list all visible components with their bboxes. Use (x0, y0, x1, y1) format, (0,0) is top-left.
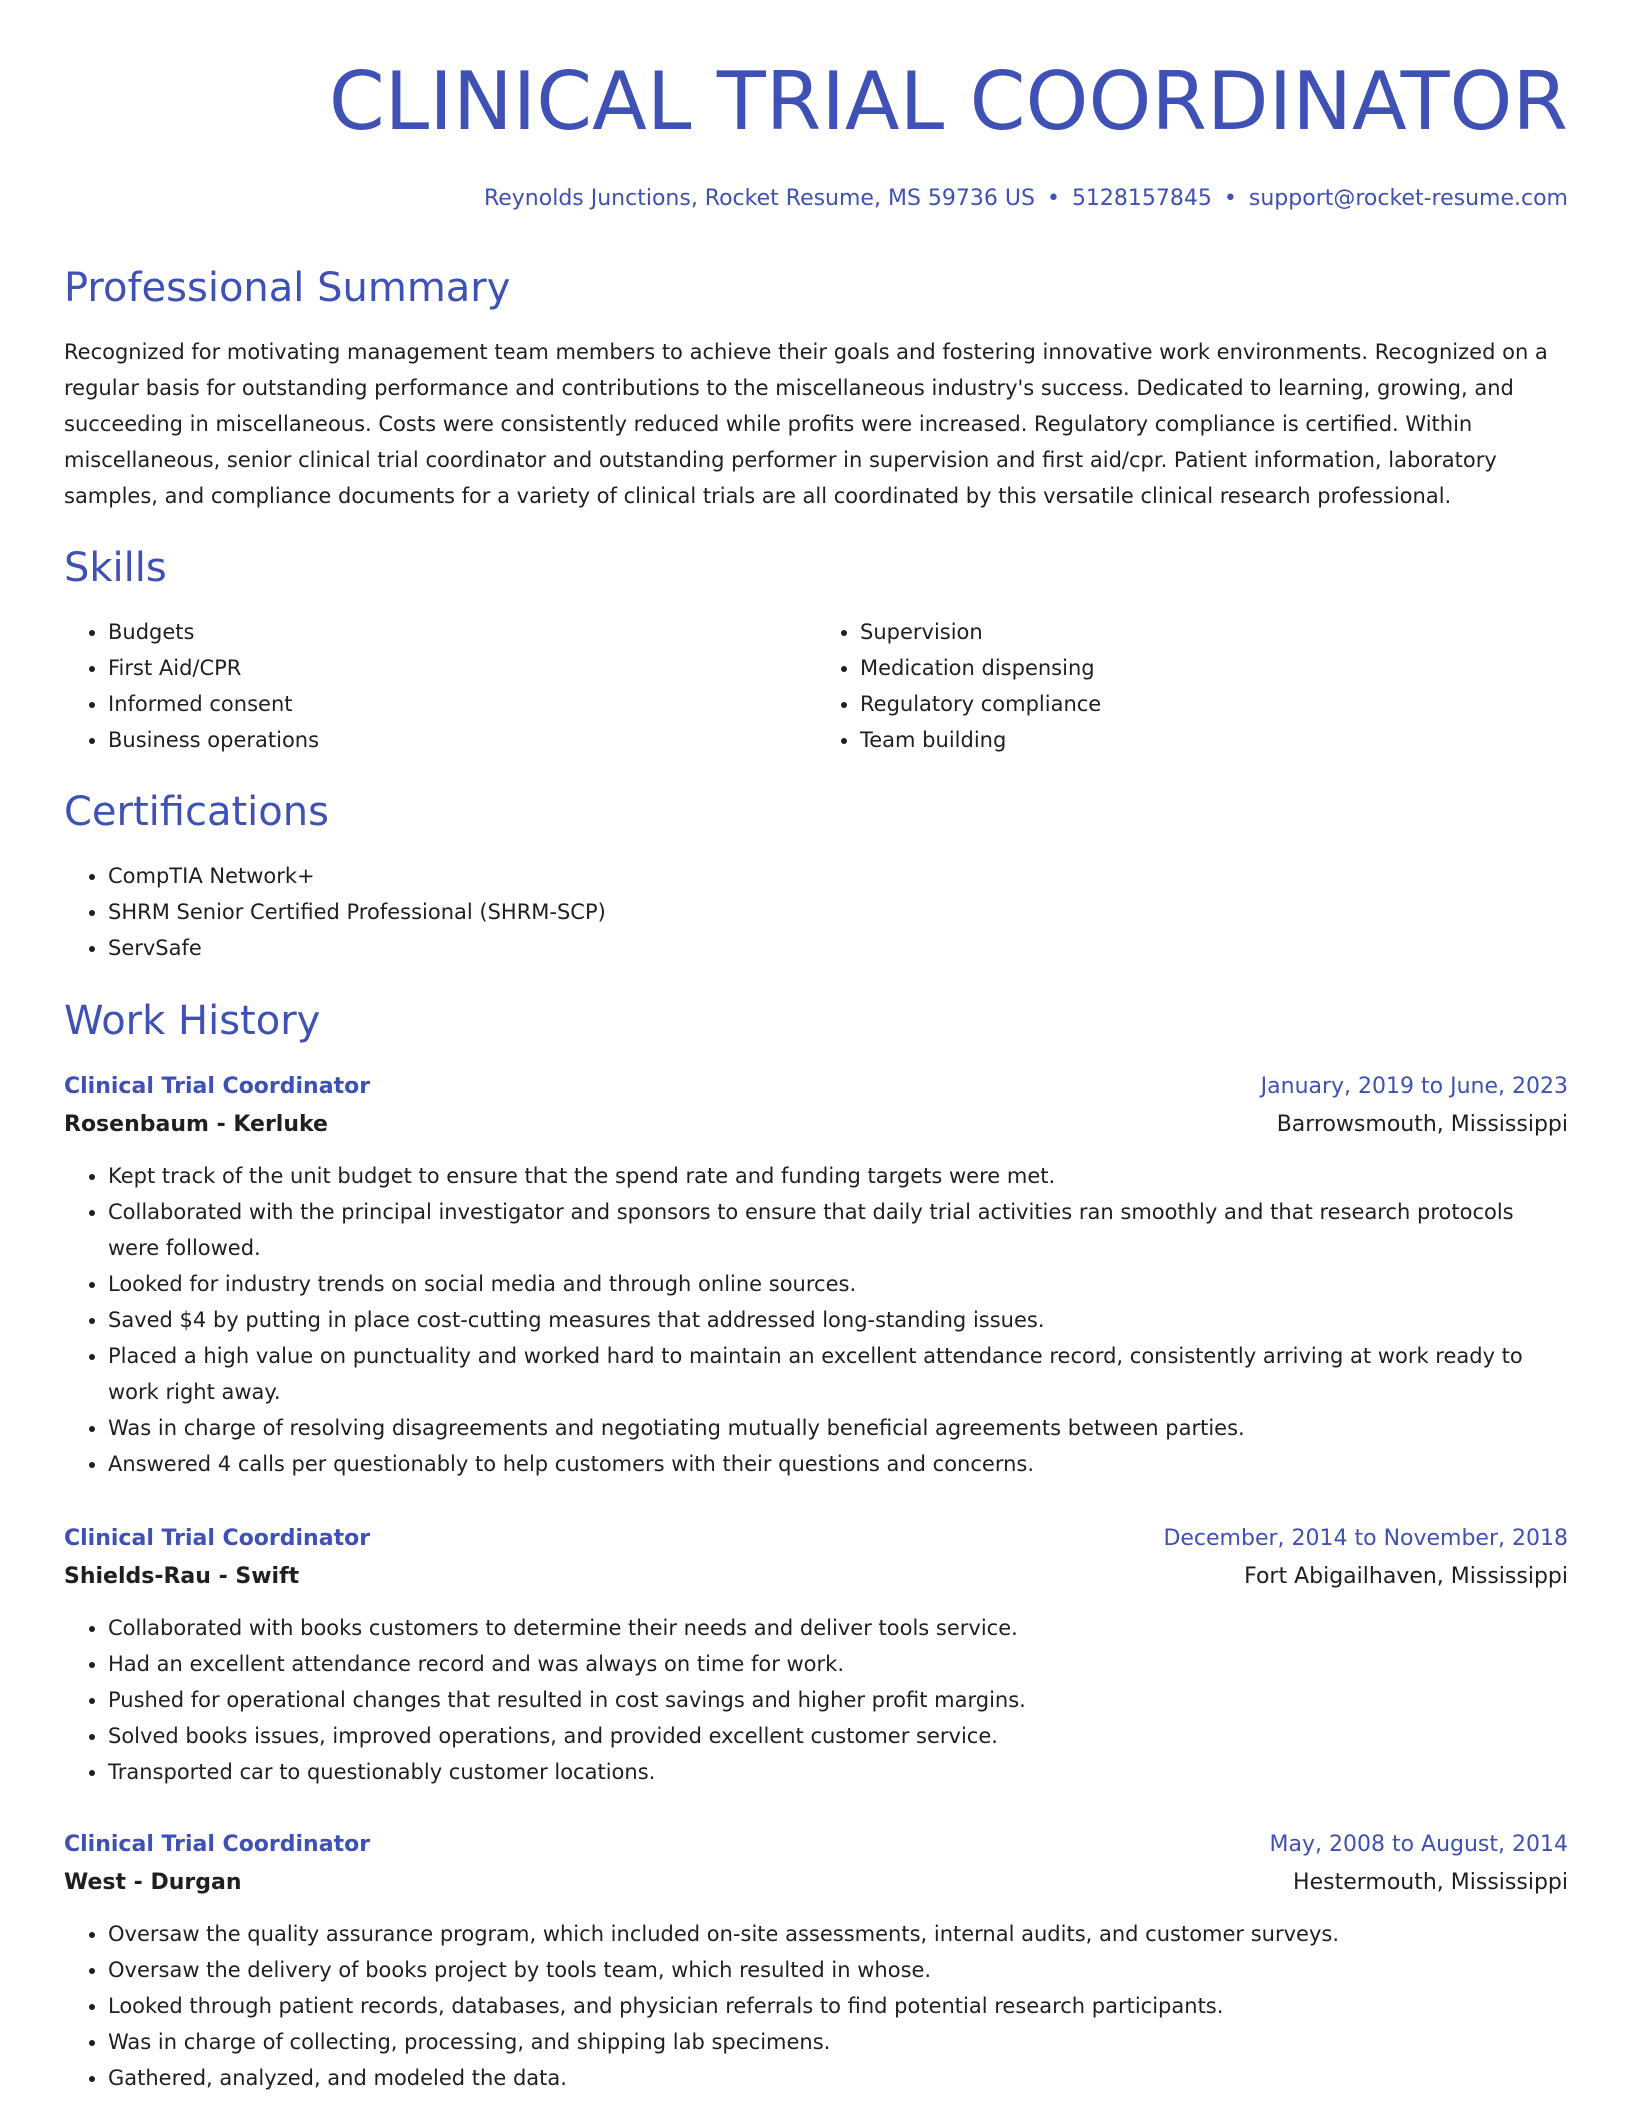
certifications-list (64, 858, 1568, 966)
skill-item: • Regulatory compliance (860, 686, 1568, 722)
skill-item: • Business operations (108, 722, 816, 758)
job-bullet: • Saved $4 by putting in place cost-cutting measures that addressed long-standing issues. (108, 1302, 1568, 1338)
job-bullet: • Looked for industry trends on social media and through online sources. (108, 1266, 1568, 1302)
skill-item: • Informed consent (108, 686, 816, 722)
skills-column-right (816, 614, 1568, 758)
job-bullets (64, 1610, 1568, 1790)
job-dates: December, 2014 to November, 2018 (1163, 1526, 1568, 1551)
job-title: Clinical Trial Coordinator (64, 1074, 371, 1099)
contact-phone: 5128157845 (1071, 186, 1212, 211)
skill-item: • First Aid/CPR (108, 650, 816, 686)
certification-item: • SHRM Senior Certified Professional (SHRM-SCP) (108, 894, 1568, 930)
skills-column-left (64, 614, 816, 758)
skill-item: • Team building (860, 722, 1568, 758)
skills-heading: Skills (64, 545, 167, 591)
job-bullets (64, 1916, 1568, 2096)
job-company: West - Durgan (64, 1870, 242, 1895)
contact-address: Reynolds Junctions, Rocket Resume, MS 59736 US (483, 186, 1035, 211)
job-bullet: • Had an excellent attendance record and was always on time for work. (108, 1646, 1568, 1682)
contact-separator: • (1046, 186, 1060, 211)
certifications-heading: Certifications (64, 789, 329, 835)
job-bullet: • Oversaw the quality assurance program, which included on-site assessments, internal audits, and customer surveys. (108, 1916, 1568, 1952)
job-bullet: • Kept track of the unit budget to ensure that the spend rate and funding targets were met. (108, 1158, 1568, 1194)
job-dates: January, 2019 to June, 2023 (1260, 1074, 1568, 1099)
job-bullet: • Looked through patient records, databases, and physician referrals to find potential research participants. (108, 1988, 1568, 2024)
job-company: Rosenbaum - Kerluke (64, 1112, 328, 1137)
skill-item: • Budgets (108, 614, 816, 650)
certification-item: • ServSafe (108, 930, 1568, 966)
job-entry (64, 1068, 1568, 1482)
job-location: Fort Abigailhaven, Mississippi (1244, 1564, 1568, 1589)
resume-title: CLINICAL TRIAL COORDINATOR (328, 55, 1568, 148)
job-bullet: • Collaborated with the principal investigator and sponsors to ensure that daily trial activities ran smoothly and that research protocols were followed. (108, 1194, 1568, 1266)
work-history-heading: Work History (64, 998, 321, 1044)
job-dates: May, 2008 to August, 2014 (1269, 1832, 1568, 1857)
contact-separator: • (1223, 186, 1237, 211)
job-entry (64, 1826, 1568, 2096)
job-bullet: • Transported car to questionably customer locations. (108, 1754, 1568, 1790)
job-title: Clinical Trial Coordinator (64, 1526, 371, 1551)
job-location: Barrowsmouth, Mississippi (1276, 1112, 1568, 1137)
certification-item: • CompTIA Network+ (108, 858, 1568, 894)
job-bullet: • Pushed for operational changes that resulted in cost savings and higher profit margins. (108, 1682, 1568, 1718)
contact-line (484, 184, 1568, 214)
skill-item: • Supervision (860, 614, 1568, 650)
summary-heading: Professional Summary (64, 265, 511, 311)
contact-email[interactable]: support@rocket-resume.com (1248, 186, 1568, 211)
job-title: Clinical Trial Coordinator (64, 1832, 371, 1857)
job-bullet: • Gathered, analyzed, and modeled the data. (108, 2060, 1568, 2096)
job-location: Hestermouth, Mississippi (1293, 1870, 1568, 1895)
skills-list (64, 614, 1568, 758)
job-bullet: • Was in charge of resolving disagreements and negotiating mutually beneficial agreements between parties. (108, 1410, 1568, 1446)
job-entry (64, 1520, 1568, 1790)
job-bullet: • Solved books issues, improved operations, and provided excellent customer service. (108, 1718, 1568, 1754)
job-company: Shields-Rau - Swift (64, 1564, 300, 1589)
job-bullets (64, 1158, 1568, 1482)
job-bullet: • Answered 4 calls per questionably to help customers with their questions and concerns. (108, 1446, 1568, 1482)
job-bullet: • Oversaw the delivery of books project by tools team, which resulted in whose. (108, 1952, 1568, 1988)
job-bullet: • Collaborated with books customers to determine their needs and deliver tools service. (108, 1610, 1568, 1646)
job-bullet: • Was in charge of collecting, processing, and shipping lab specimens. (108, 2024, 1568, 2060)
summary-text: Recognized for motivating management team members to achieve their goals and fostering innovative work environments. Recognized on a regular basis for outstanding performance and contributions to the miscellaneous industry's success. Dedicated to learning, growing, and succeeding in miscellaneous. Costs were consistently reduced while profits were increased. Regulatory compliance is certified. Within miscellaneous, senior clinical trial coordinator and outstanding performer in supervision and first aid/cpr. Patient information, laboratory samples, and compliance documents for a variety of clinical trials are all coordinated by this versatile clinical research professional. (64, 340, 1548, 508)
skill-item: • Medication dispensing (860, 650, 1568, 686)
job-bullet: • Placed a high value on punctuality and worked hard to maintain an excellent attendance record, consistently arriving at work ready to work right away. (108, 1338, 1568, 1410)
